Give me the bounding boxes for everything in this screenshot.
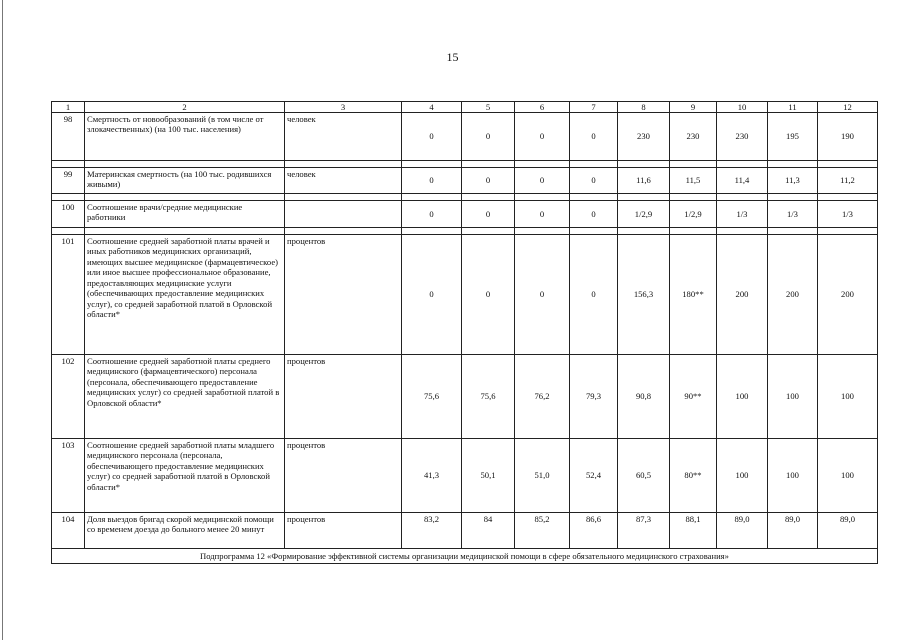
value-cell: 0 bbox=[462, 168, 515, 194]
value-cell: 0 bbox=[462, 201, 515, 228]
header-cell: 6 bbox=[515, 102, 570, 113]
indicator-name: Смертность от новообразований (в том числе от злокачественных) (на 100 тыс. населения) bbox=[85, 113, 285, 161]
value-cell: 100 bbox=[768, 355, 818, 439]
indicator-name: Соотношение средней заработной платы врачей и иных работников медицинских организаций, имеющих высшее медицинское (фармацевтическое) или иное высшее профессиональное образование, предоставляющих медицинские услуги (обеспечивающих предоставление медицинских услуг), со средней заработной платой в Орловской области* bbox=[85, 235, 285, 355]
value-cell: 100 bbox=[818, 355, 878, 439]
value-cell: 90** bbox=[670, 355, 717, 439]
value-cell: 52,4 bbox=[570, 439, 618, 513]
header-row bbox=[52, 102, 878, 113]
value-cell: 1/3 bbox=[818, 201, 878, 228]
value-cell: 11,6 bbox=[618, 168, 670, 194]
table-row bbox=[52, 235, 878, 355]
page-number: 15 bbox=[446, 50, 459, 64]
header-cell: 3 bbox=[285, 102, 402, 113]
unit-cell bbox=[285, 201, 402, 228]
value-cell: 89,0 bbox=[818, 513, 878, 549]
value-cell: 75,6 bbox=[462, 355, 515, 439]
value-cell: 80** bbox=[670, 439, 717, 513]
value-cell: 90,8 bbox=[618, 355, 670, 439]
row-number: 104 bbox=[52, 513, 85, 549]
value-cell: 0 bbox=[570, 168, 618, 194]
value-cell: 0 bbox=[515, 201, 570, 228]
unit-cell: процентов bbox=[285, 235, 402, 355]
unit-cell: человек bbox=[285, 113, 402, 161]
value-cell: 11,5 bbox=[670, 168, 717, 194]
value-cell: 60,5 bbox=[618, 439, 670, 513]
subprogram-title: Подпрограмма 12 «Формирование эффективной системы организации медицинской помощи в сфере обязательного медицинского страхования» bbox=[52, 549, 878, 564]
indicator-name: Соотношение средней заработной платы среднего медицинского (фармацевтического) персонала (персонала, обеспечивающего предоставление медицинских услуг) со средней заработной платой в Орловской области* bbox=[85, 355, 285, 439]
value-cell: 200 bbox=[717, 235, 768, 355]
value-cell: 0 bbox=[515, 168, 570, 194]
value-cell: 0 bbox=[515, 113, 570, 161]
value-cell: 100 bbox=[717, 355, 768, 439]
value-cell: 0 bbox=[402, 235, 462, 355]
value-cell: 100 bbox=[768, 439, 818, 513]
table-row bbox=[52, 439, 878, 513]
value-cell: 100 bbox=[717, 439, 768, 513]
header-cell: 8 bbox=[618, 102, 670, 113]
value-cell: 156,3 bbox=[618, 235, 670, 355]
header-cell: 7 bbox=[570, 102, 618, 113]
unit-cell: процентов bbox=[285, 513, 402, 549]
value-cell: 100 bbox=[818, 439, 878, 513]
value-cell: 200 bbox=[818, 235, 878, 355]
value-cell: 0 bbox=[402, 168, 462, 194]
row-number: 103 bbox=[52, 439, 85, 513]
value-cell: 11,4 bbox=[717, 168, 768, 194]
value-cell: 76,2 bbox=[515, 355, 570, 439]
indicator-name: Материнская смертность (на 100 тыс. родившихся живыми) bbox=[85, 168, 285, 194]
row-gap bbox=[52, 194, 878, 201]
header-cell: 9 bbox=[670, 102, 717, 113]
row-number: 100 bbox=[52, 201, 85, 228]
value-cell: 0 bbox=[402, 201, 462, 228]
header-cell: 1 bbox=[52, 102, 85, 113]
value-cell: 180** bbox=[670, 235, 717, 355]
value-cell: 79,3 bbox=[570, 355, 618, 439]
row-number: 99 bbox=[52, 168, 85, 194]
value-cell: 195 bbox=[768, 113, 818, 161]
value-cell: 50,1 bbox=[462, 439, 515, 513]
value-cell: 88,1 bbox=[670, 513, 717, 549]
scan-left-edge bbox=[2, 0, 3, 640]
value-cell: 0 bbox=[570, 113, 618, 161]
value-cell: 11,3 bbox=[768, 168, 818, 194]
unit-cell: процентов bbox=[285, 439, 402, 513]
value-cell: 51,0 bbox=[515, 439, 570, 513]
value-cell: 230 bbox=[670, 113, 717, 161]
value-cell: 75,6 bbox=[402, 355, 462, 439]
value-cell: 190 bbox=[818, 113, 878, 161]
value-cell: 0 bbox=[402, 113, 462, 161]
value-cell: 1/2,9 bbox=[618, 201, 670, 228]
subprogram-row bbox=[52, 549, 878, 564]
value-cell: 89,0 bbox=[768, 513, 818, 549]
header-cell: 11 bbox=[768, 102, 818, 113]
value-cell: 41,3 bbox=[402, 439, 462, 513]
indicator-name: Соотношение врачи/средние медицинские работники bbox=[85, 201, 285, 228]
value-cell: 87,3 bbox=[618, 513, 670, 549]
value-cell: 1/3 bbox=[717, 201, 768, 228]
value-cell: 1/2,9 bbox=[670, 201, 717, 228]
value-cell: 89,0 bbox=[717, 513, 768, 549]
table-row bbox=[52, 513, 878, 549]
unit-cell: человек bbox=[285, 168, 402, 194]
value-cell: 84 bbox=[462, 513, 515, 549]
value-cell: 0 bbox=[462, 113, 515, 161]
value-cell: 85,2 bbox=[515, 513, 570, 549]
table-row bbox=[52, 168, 878, 194]
indicator-name: Соотношение средней заработной платы младшего медицинского персонала (персонала, обеспечивающего предоставление медицинских услуг) со средней заработной платой в Орловской области* bbox=[85, 439, 285, 513]
value-cell: 11,2 bbox=[818, 168, 878, 194]
row-gap bbox=[52, 228, 878, 235]
table-row bbox=[52, 201, 878, 228]
indicators-table bbox=[51, 101, 878, 564]
unit-cell: процентов bbox=[285, 355, 402, 439]
header-cell: 2 bbox=[85, 102, 285, 113]
row-number: 101 bbox=[52, 235, 85, 355]
value-cell: 86,6 bbox=[570, 513, 618, 549]
value-cell: 0 bbox=[570, 235, 618, 355]
value-cell: 200 bbox=[768, 235, 818, 355]
indicator-name: Доля выездов бригад скорой медицинской помощи со временем доезда до больного менее 20 минут bbox=[85, 513, 285, 549]
row-number: 102 bbox=[52, 355, 85, 439]
value-cell: 83,2 bbox=[402, 513, 462, 549]
value-cell: 0 bbox=[462, 235, 515, 355]
value-cell: 230 bbox=[717, 113, 768, 161]
header-cell: 5 bbox=[462, 102, 515, 113]
value-cell: 1/3 bbox=[768, 201, 818, 228]
row-number: 98 bbox=[52, 113, 85, 161]
header-cell: 12 bbox=[818, 102, 878, 113]
table-row bbox=[52, 355, 878, 439]
value-cell: 230 bbox=[618, 113, 670, 161]
header-cell: 10 bbox=[717, 102, 768, 113]
row-gap bbox=[52, 161, 878, 168]
table-row bbox=[52, 113, 878, 161]
header-cell: 4 bbox=[402, 102, 462, 113]
value-cell: 0 bbox=[570, 201, 618, 228]
value-cell: 0 bbox=[515, 235, 570, 355]
